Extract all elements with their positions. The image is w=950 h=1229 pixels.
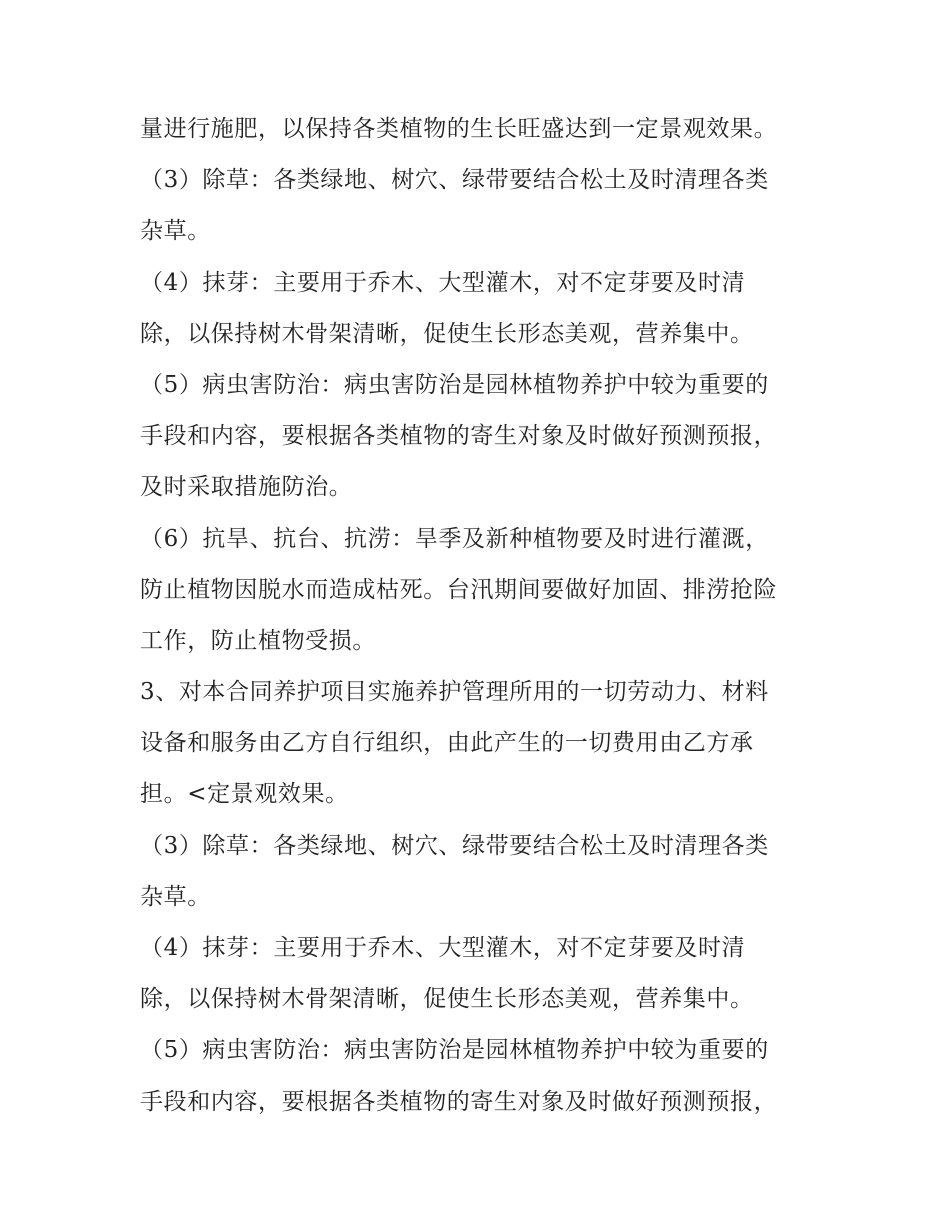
text-line: 工作，防止植物受损。 (140, 627, 376, 654)
text-line: 手段和内容，要根据各类植物的寄生对象及时做好预测预报， (140, 1088, 778, 1115)
text-line: 量进行施肥，以保持各类植物的生长旺盛达到一定景观效果。 (140, 116, 778, 142)
text-line: （3）除草：各类绿地、树穴、绿带要结合松土及时清理各类 (140, 832, 769, 859)
text-line: 担。<定景观效果。 (140, 781, 349, 808)
text-line: 杂草。 (140, 883, 211, 910)
text-line: （5）病虫害防治：病虫害防治是园林植物养护中较为重要的 (140, 371, 769, 398)
text-line: 手段和内容，要根据各类植物的寄生对象及时做好预测预报， (140, 423, 778, 450)
text-line: 3、对本合同养护项目实施养护管理所用的一切劳动力、材料 (140, 679, 769, 706)
text-line: 及时采取措施防治。 (140, 474, 353, 501)
text-line: （4）抹芽：主要用于乔木、大型灌木，对不定芽要及时清 (140, 269, 746, 296)
text-line: （3）除草：各类绿地、树穴、绿带要结合松土及时清理各类 (140, 167, 769, 194)
text-line: 除，以保持树木骨架清晰，促使生长形态美观，营养集中。 (140, 986, 754, 1013)
text-line: 防止植物因脱水而造成枯死。台汛期间要做好加固、排涝抢险 (140, 576, 778, 603)
text-line: 除，以保持树木骨架清晰，促使生长形态美观，营养集中。 (140, 320, 754, 347)
text-line: 杂草。 (140, 218, 211, 245)
text-line: 设备和服务由乙方自行组织，由此产生的一切费用由乙方承 (140, 730, 754, 757)
text-line: （4）抹芽：主要用于乔木、大型灌木，对不定芽要及时清 (140, 935, 746, 961)
body-text (140, 104, 830, 1128)
text-line: （6）抗旱、抗台、抗涝：旱季及新种植物要及时进行灌溉， (140, 525, 769, 552)
text-line: （5）病虫害防治：病虫害防治是园林植物养护中较为重要的 (140, 1037, 769, 1064)
